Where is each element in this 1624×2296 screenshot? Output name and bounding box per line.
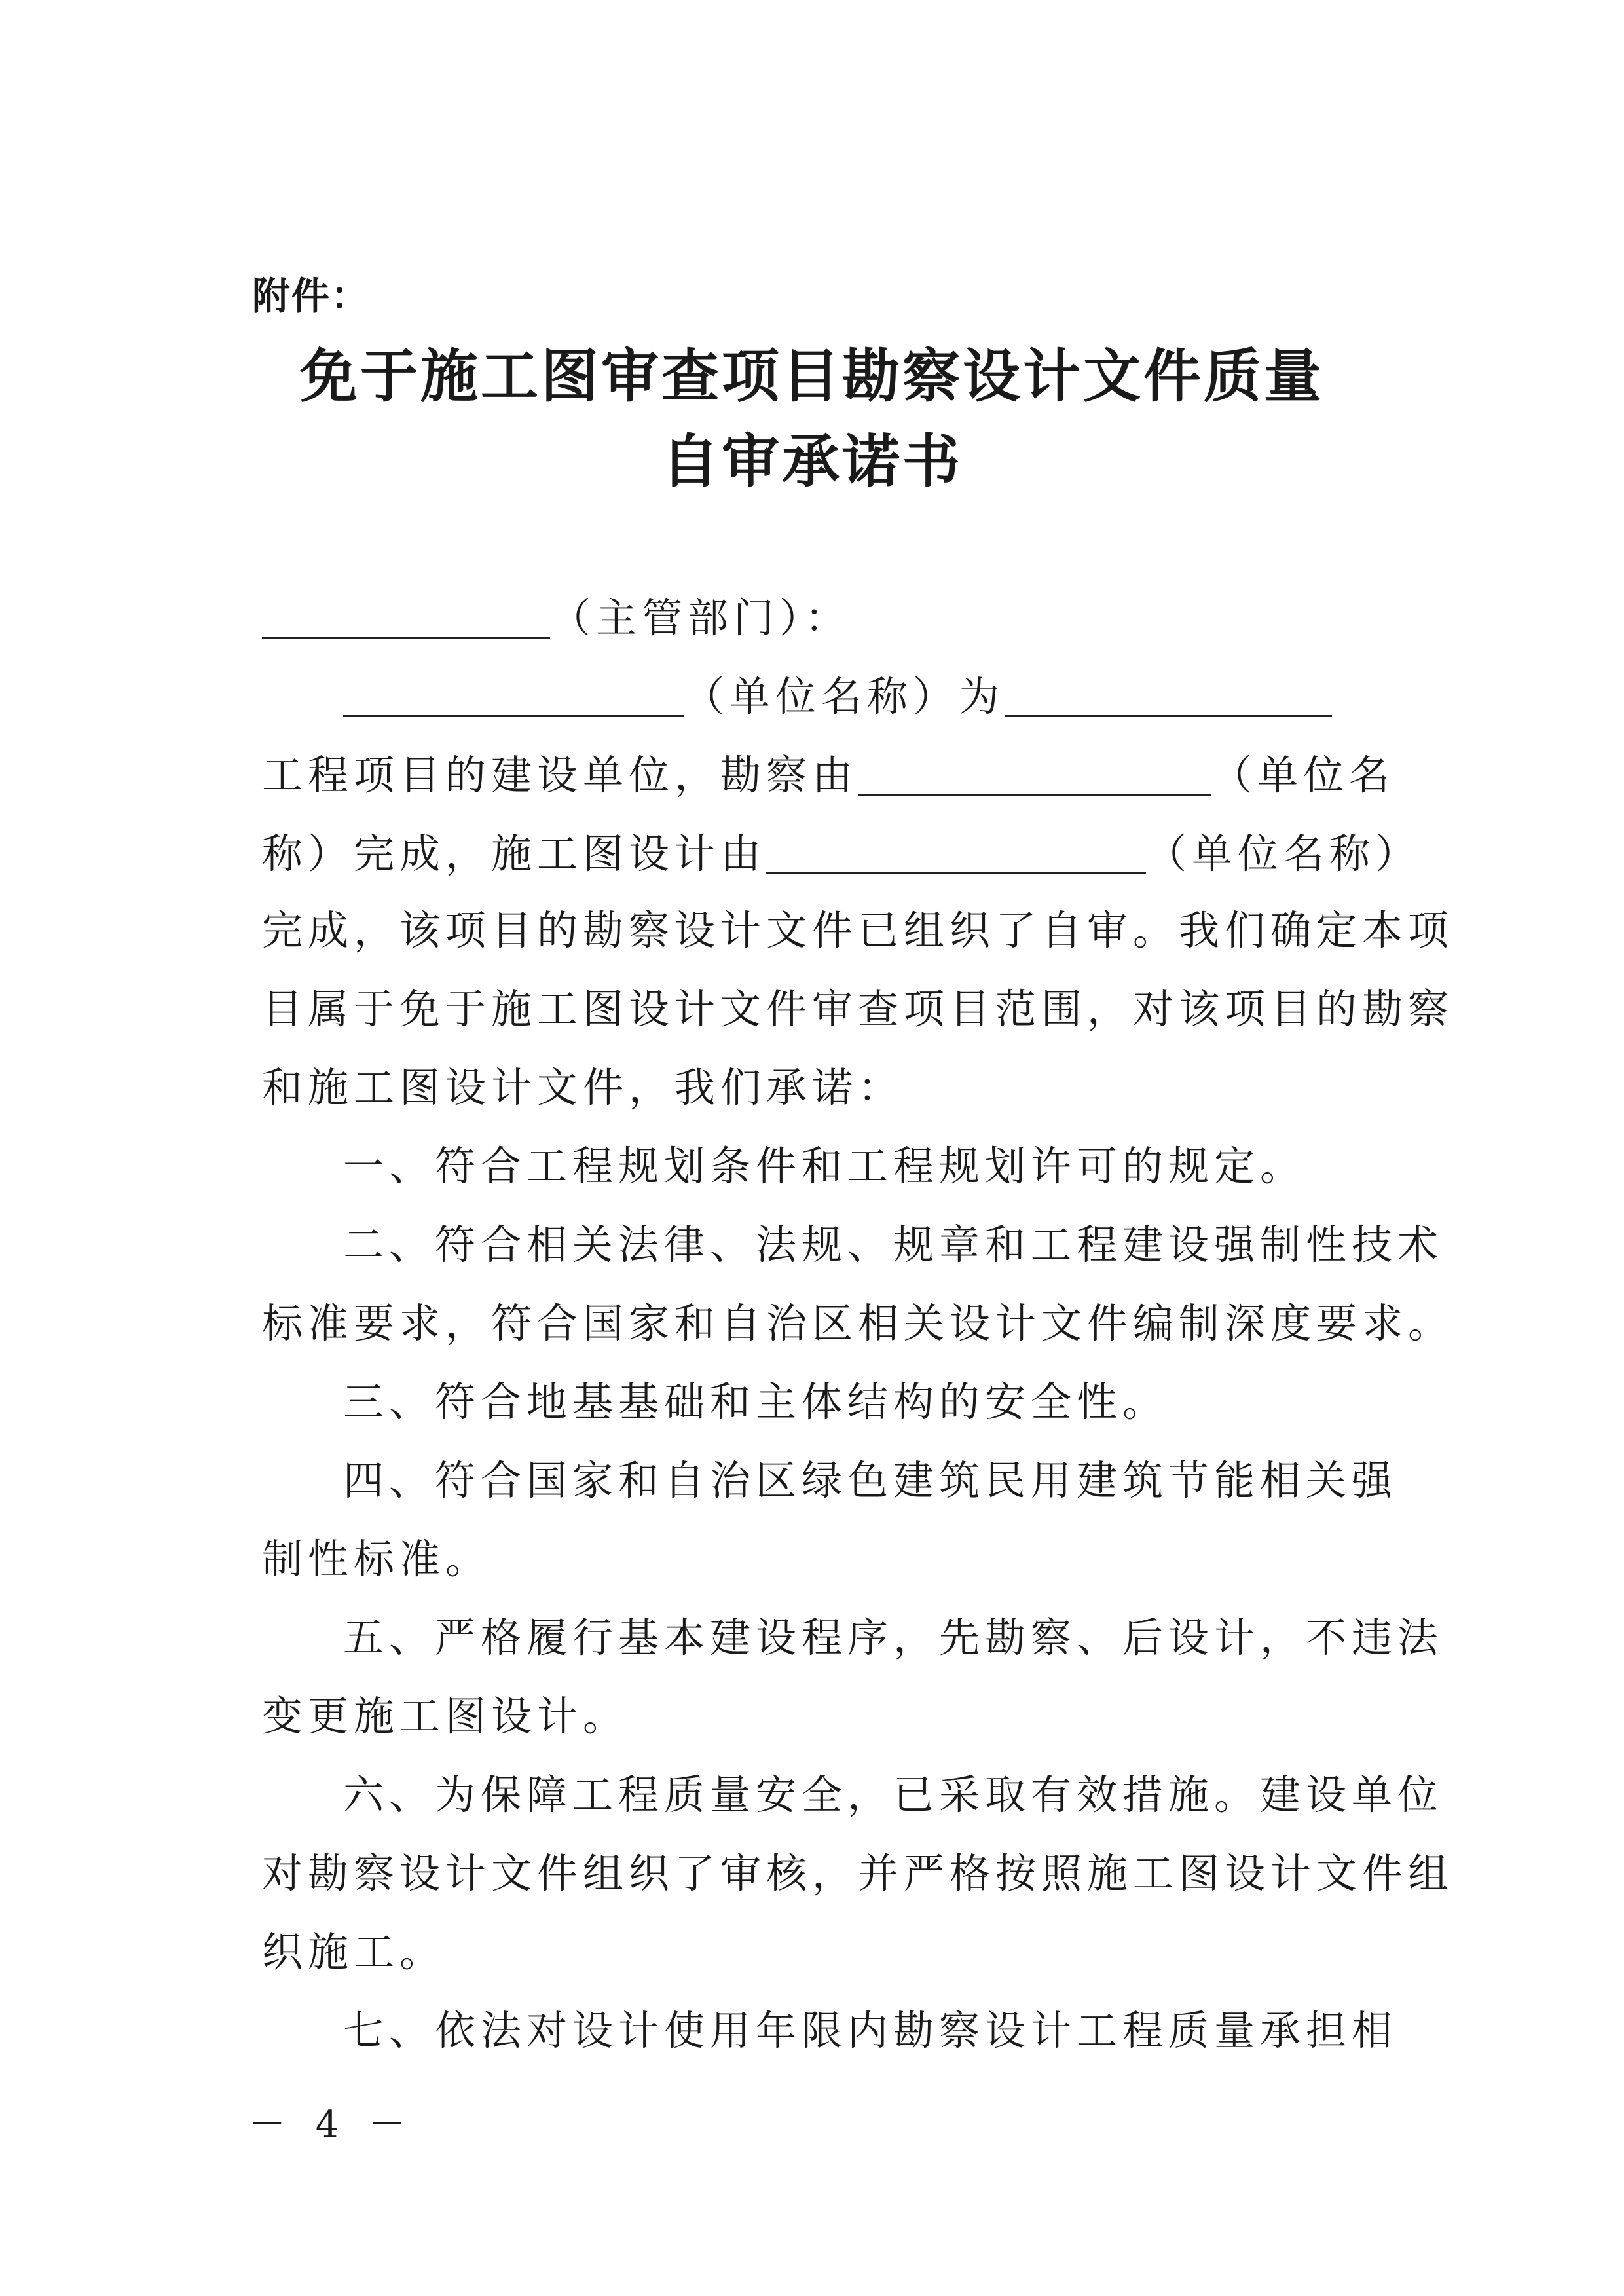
- text-fragment: 工程项目的建设单位，勘察由: [262, 751, 858, 799]
- unit-name-blank: [343, 675, 684, 717]
- commitment-item-4: 四、符合国家和自治区绿色建筑民用建筑节能相关强: [343, 1456, 1398, 1504]
- commitment-item-2-cont: 标准要求，符合国家和自治区相关设计文件编制深度要求。: [262, 1299, 1454, 1347]
- commitment-item-5: 五、严格履行基本建设程序，先勘察、后设计，不违法: [343, 1614, 1444, 1661]
- commitment-item-7: 七、依法对设计使用年限内勘察设计工程质量承担相: [343, 2007, 1398, 2054]
- authority-blank: [262, 596, 550, 639]
- document-title-line2: 自审承诺书: [661, 427, 963, 495]
- project-name-blank: [1005, 675, 1332, 717]
- commitment-item-2: 二、符合相关法律、法规、规章和工程建设强制性技术: [343, 1221, 1444, 1268]
- commitment-item-6-cont: 对勘察设计文件组织了审核，并严格按照施工图设计文件组: [262, 1849, 1454, 1897]
- paragraph-line: 和施工图设计文件，我们承诺：: [262, 1064, 904, 1111]
- commitment-item-6: 六、为保障工程质量安全，已采取有效措施。建设单位: [343, 1771, 1444, 1819]
- salutation-text: （主管部门）：: [550, 594, 851, 642]
- text-fragment: （单位名: [1211, 751, 1395, 799]
- salutation-line: [262, 594, 1323, 642]
- text-fragment: （单位名称）: [1146, 830, 1422, 878]
- paragraph-line: [262, 830, 1422, 878]
- page-number: － 4 －: [249, 2103, 415, 2146]
- commitment-item-5-cont: 变更施工图设计。: [262, 1692, 629, 1740]
- commitment-item-3: 三、符合地基基础和主体结构的安全性。: [343, 1378, 1169, 1426]
- commitment-item-6-cont: 织施工。: [262, 1928, 446, 1976]
- paragraph-line: [262, 673, 1323, 720]
- survey-unit-blank: [858, 753, 1211, 796]
- commitment-item-1: 一、符合工程规划条件和工程规划许可的规定。: [343, 1142, 1306, 1190]
- text-fragment: 称）完成，施工图设计由: [262, 830, 767, 878]
- document-title-line1: 免于施工图审查项目勘察设计文件质量: [299, 342, 1324, 410]
- paragraph-line: 目属于免于施工图设计文件审查项目范围，对该项目的勘察: [262, 985, 1454, 1033]
- commitment-item-4-cont: 制性标准。: [262, 1535, 492, 1583]
- design-unit-blank: [766, 832, 1146, 874]
- text-fragment: （单位名称）为: [684, 673, 1005, 720]
- attachment-label: 附件：: [252, 274, 371, 318]
- paragraph-line: [262, 751, 1395, 799]
- paragraph-line: 完成，该项目的勘察设计文件已组织了自审。我们确定本项: [262, 906, 1454, 954]
